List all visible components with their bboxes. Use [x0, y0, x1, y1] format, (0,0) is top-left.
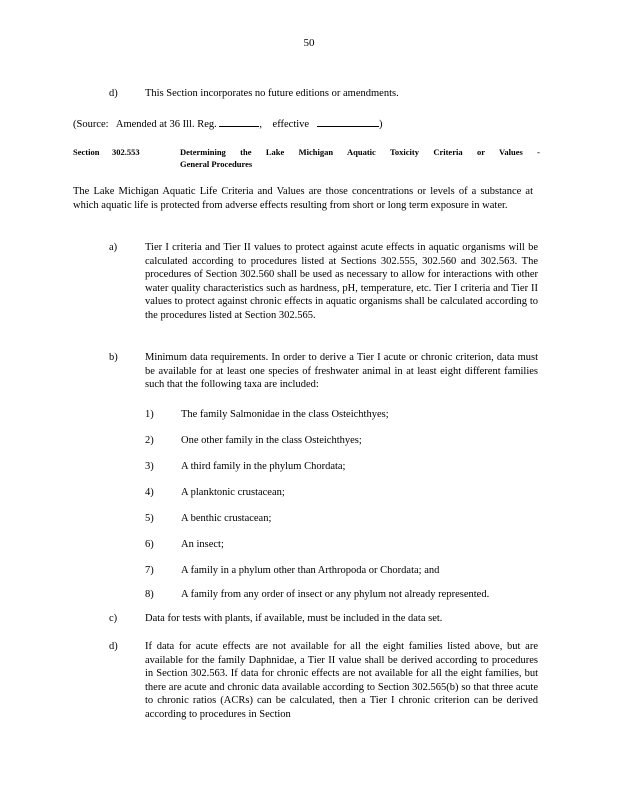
section-number: 302.553 [112, 147, 140, 157]
source-amended: Amended at 36 Ill. Reg. [115, 119, 217, 130]
section-title-line1: Determining the Lake Michigan Aquatic Toxicity Criteria or Values - [180, 147, 540, 157]
item-a-marker: a) [109, 242, 118, 253]
item-d-marker: d) [109, 641, 118, 652]
section-title-line2: General Procedures [180, 159, 253, 169]
source-comma: , [259, 119, 263, 130]
blank-register [219, 116, 259, 127]
subitem-marker: 6) [145, 539, 154, 550]
source-prefix: (Source: [73, 119, 109, 130]
item-text: This Section incorporates no future editions or amendments. [145, 88, 399, 99]
item-a-text: Tier I criteria and Tier II values to protect against acute effects in aquatic organisms will be calculated according to procedures listed at Sections 302.555, 302.560 and 302.563. The procedures of Section 302.560 shall be used as necessary to allow for interactions with other water quality characteristics such as hardness, pH, temperature, etc. Tier I criteria and Tier II values to protect against chronic effects in aquatic organisms shall be calculated according to the procedures listed at Section 302.565. [145, 242, 538, 321]
section-label: Section [73, 147, 100, 157]
source-line [73, 116, 382, 131]
subitem-marker: 4) [145, 487, 154, 498]
item-d-text: If data for acute effects are not available for all the eight families listed above, but are available for the family Daphnidae, a Tier II value shall be derived according to procedures in Section 302.563. If data for chronic effects are not available for all the eight families, but there are acute and chronic data available according to Section 302.565(b) so that three acute to chronic ratios (ACRs) can be calculated, then a Tier I chronic criterion can be derived according to procedures in Section [145, 641, 538, 720]
subitem-text: An insect; [181, 539, 224, 550]
item-c-marker: c) [109, 613, 118, 624]
subitem-marker: 2) [145, 435, 154, 446]
subitem-text: One other family in the class Osteichthyes; [181, 435, 362, 446]
blank-effective-date [317, 116, 379, 127]
item-b-text: Minimum data requirements. In order to derive a Tier I acute or chronic criterion, data must be available for at least one species of freshwater animal in at least eight different families such that the following taxa are included: [145, 352, 538, 390]
subitem-text: A third family in the phylum Chordata; [181, 461, 346, 472]
subitem-text: A family in a phylum other than Arthropoda or Chordata; and [181, 565, 440, 576]
item-b-marker: b) [109, 352, 118, 363]
subitem-text: A benthic crustacean; [181, 513, 272, 524]
subitem-text: The family Salmonidae in the class Osteichthyes; [181, 409, 389, 420]
subitem-marker: 8) [145, 589, 154, 600]
subitem-marker: 5) [145, 513, 154, 524]
source-effective: effective [272, 119, 310, 130]
subitem-marker: 3) [145, 461, 154, 472]
item-marker: d) [109, 88, 118, 99]
item-c-text: Data for tests with plants, if available, must be included in the data set. [145, 613, 443, 624]
source-close: ) [378, 119, 383, 130]
intro-paragraph: The Lake Michigan Aquatic Life Criteria and Values are those concentrations or levels of a substance at which aquatic life is protected from adverse effects resulting from short or long term exposure in water. [73, 186, 533, 211]
subitem-marker: 7) [145, 565, 154, 576]
subitem-text: A family from any order of insect or any phylum not already represented. [181, 589, 490, 600]
subitem-text: A planktonic crustacean; [181, 487, 285, 498]
subitem-marker: 1) [145, 409, 154, 420]
page-number: 50 [303, 37, 315, 49]
